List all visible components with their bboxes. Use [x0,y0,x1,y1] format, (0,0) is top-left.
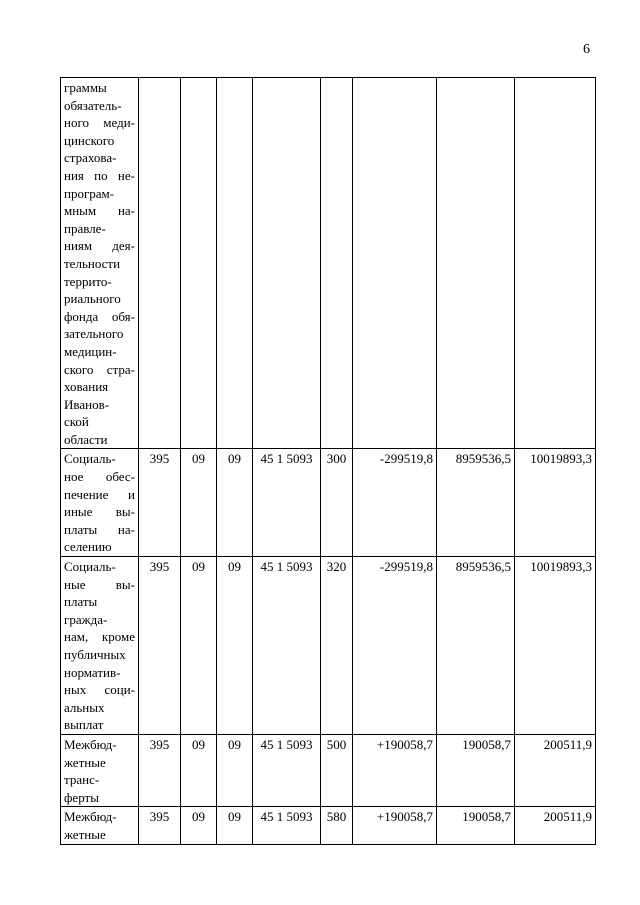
cell-glava: 395 [139,449,181,557]
item-name-line: фонда обя- [64,308,135,324]
page-number: 6 [583,42,590,57]
item-name-line: риального [64,291,121,307]
item-name-line: ниям дея- [64,238,135,254]
item-name-line: обязатель- [64,97,122,113]
item-name-line: области [64,431,108,447]
cell-amount-year-1: 190058,7 [437,734,515,806]
cell-expense-type: 300 [321,449,353,557]
cell-change-amount: +190058,7 [353,807,437,844]
item-name-line: зательного [64,326,124,342]
table-row [61,734,596,806]
cell-item-name [61,734,139,806]
cell-podrazdel: 09 [217,557,253,735]
item-name-line: ные вы- [64,576,135,592]
item-name-line: селению [64,539,112,555]
item-name-line: иные вы- [64,504,135,520]
item-name-line: террито- [64,273,112,289]
item-name-line: програм- [64,185,115,201]
cell-razdel: 09 [181,807,217,844]
cell-change-amount: -299519,8 [353,449,437,557]
item-name-line: хования [64,379,109,395]
cell-target-article: 45 1 5093 [253,807,321,844]
cell-expense-type: 500 [321,734,353,806]
cell-target-article: 45 1 5093 [253,449,321,557]
cell-change-amount: -299519,8 [353,557,437,735]
item-name-line: публичных [64,647,126,662]
item-name-line: нам, кроме [64,629,135,645]
cell-item-name [61,449,139,557]
cell-glava: 395 [139,557,181,735]
item-name-line: жетные [64,826,106,842]
table-row [61,807,596,844]
item-name-line: транс- [64,772,100,788]
cell-change-amount [353,78,437,449]
cell-amount-year-2: 10019893,3 [515,557,596,735]
cell-change-amount: +190058,7 [353,734,437,806]
item-name-line: правле- [64,220,106,236]
item-name-line: мным на- [64,203,135,219]
cell-target-article [253,78,321,449]
item-name-line: ской [64,414,89,430]
item-name-line: медицин- [64,343,117,359]
cell-item-name [61,78,139,449]
table-row [61,557,596,735]
cell-target-article: 45 1 5093 [253,557,321,735]
cell-razdel: 09 [181,734,217,806]
cell-podrazdel: 09 [217,449,253,557]
cell-razdel: 09 [181,557,217,735]
item-name-line: ния по не- [64,167,135,183]
item-name-line: ферты [64,789,99,805]
cell-amount-year-2: 10019893,3 [515,449,596,557]
cell-podrazdel: 09 [217,734,253,806]
cell-amount-year-2: 200511,9 [515,734,596,806]
cell-amount-year-1: 8959536,5 [437,449,515,557]
item-name-line: платы на- [64,521,135,537]
cell-amount-year-1 [437,78,515,449]
cell-expense-type [321,78,353,449]
cell-glava [139,78,181,449]
cell-target-article: 45 1 5093 [253,734,321,806]
cell-glava: 395 [139,734,181,806]
cell-expense-type: 580 [321,807,353,844]
item-name-line: ского стра- [64,361,135,377]
item-name-line: печение и [64,486,135,502]
budget-table [60,77,596,845]
item-name-line: Иванов- [64,396,110,412]
item-name-line: норматив- [64,664,121,680]
item-name-line: ное обес- [64,469,135,485]
cell-amount-year-2 [515,78,596,449]
item-name-line: тельности [64,255,121,271]
item-name-line: Социаль- [64,559,116,575]
item-name-line: Межбюд- [64,736,117,752]
item-name-line: гражда- [64,611,108,627]
item-name-line: Межбюд- [64,809,117,825]
cell-glava: 395 [139,807,181,844]
cell-amount-year-1: 8959536,5 [437,557,515,735]
cell-item-name [61,807,139,844]
item-name-line: платы [64,594,98,610]
cell-podrazdel [217,78,253,449]
table-row [61,449,596,557]
item-name-line: альных [64,699,105,715]
cell-razdel [181,78,217,449]
table-body [61,78,596,845]
item-name-line: ных соци- [64,682,135,698]
item-name-line: жетные [64,754,106,770]
cell-expense-type: 320 [321,557,353,735]
item-name-line: страхова- [64,150,117,166]
item-name-line: ного меди- [64,115,135,131]
item-name-line: граммы [64,80,107,95]
item-name-line: выплат [64,717,104,733]
item-name-line: Социаль- [64,451,116,467]
cell-amount-year-1: 190058,7 [437,807,515,844]
cell-podrazdel: 09 [217,807,253,844]
item-name-line: цинского [64,132,115,148]
cell-item-name [61,557,139,735]
table-row [61,78,596,449]
cell-razdel: 09 [181,449,217,557]
cell-amount-year-2: 200511,9 [515,807,596,844]
